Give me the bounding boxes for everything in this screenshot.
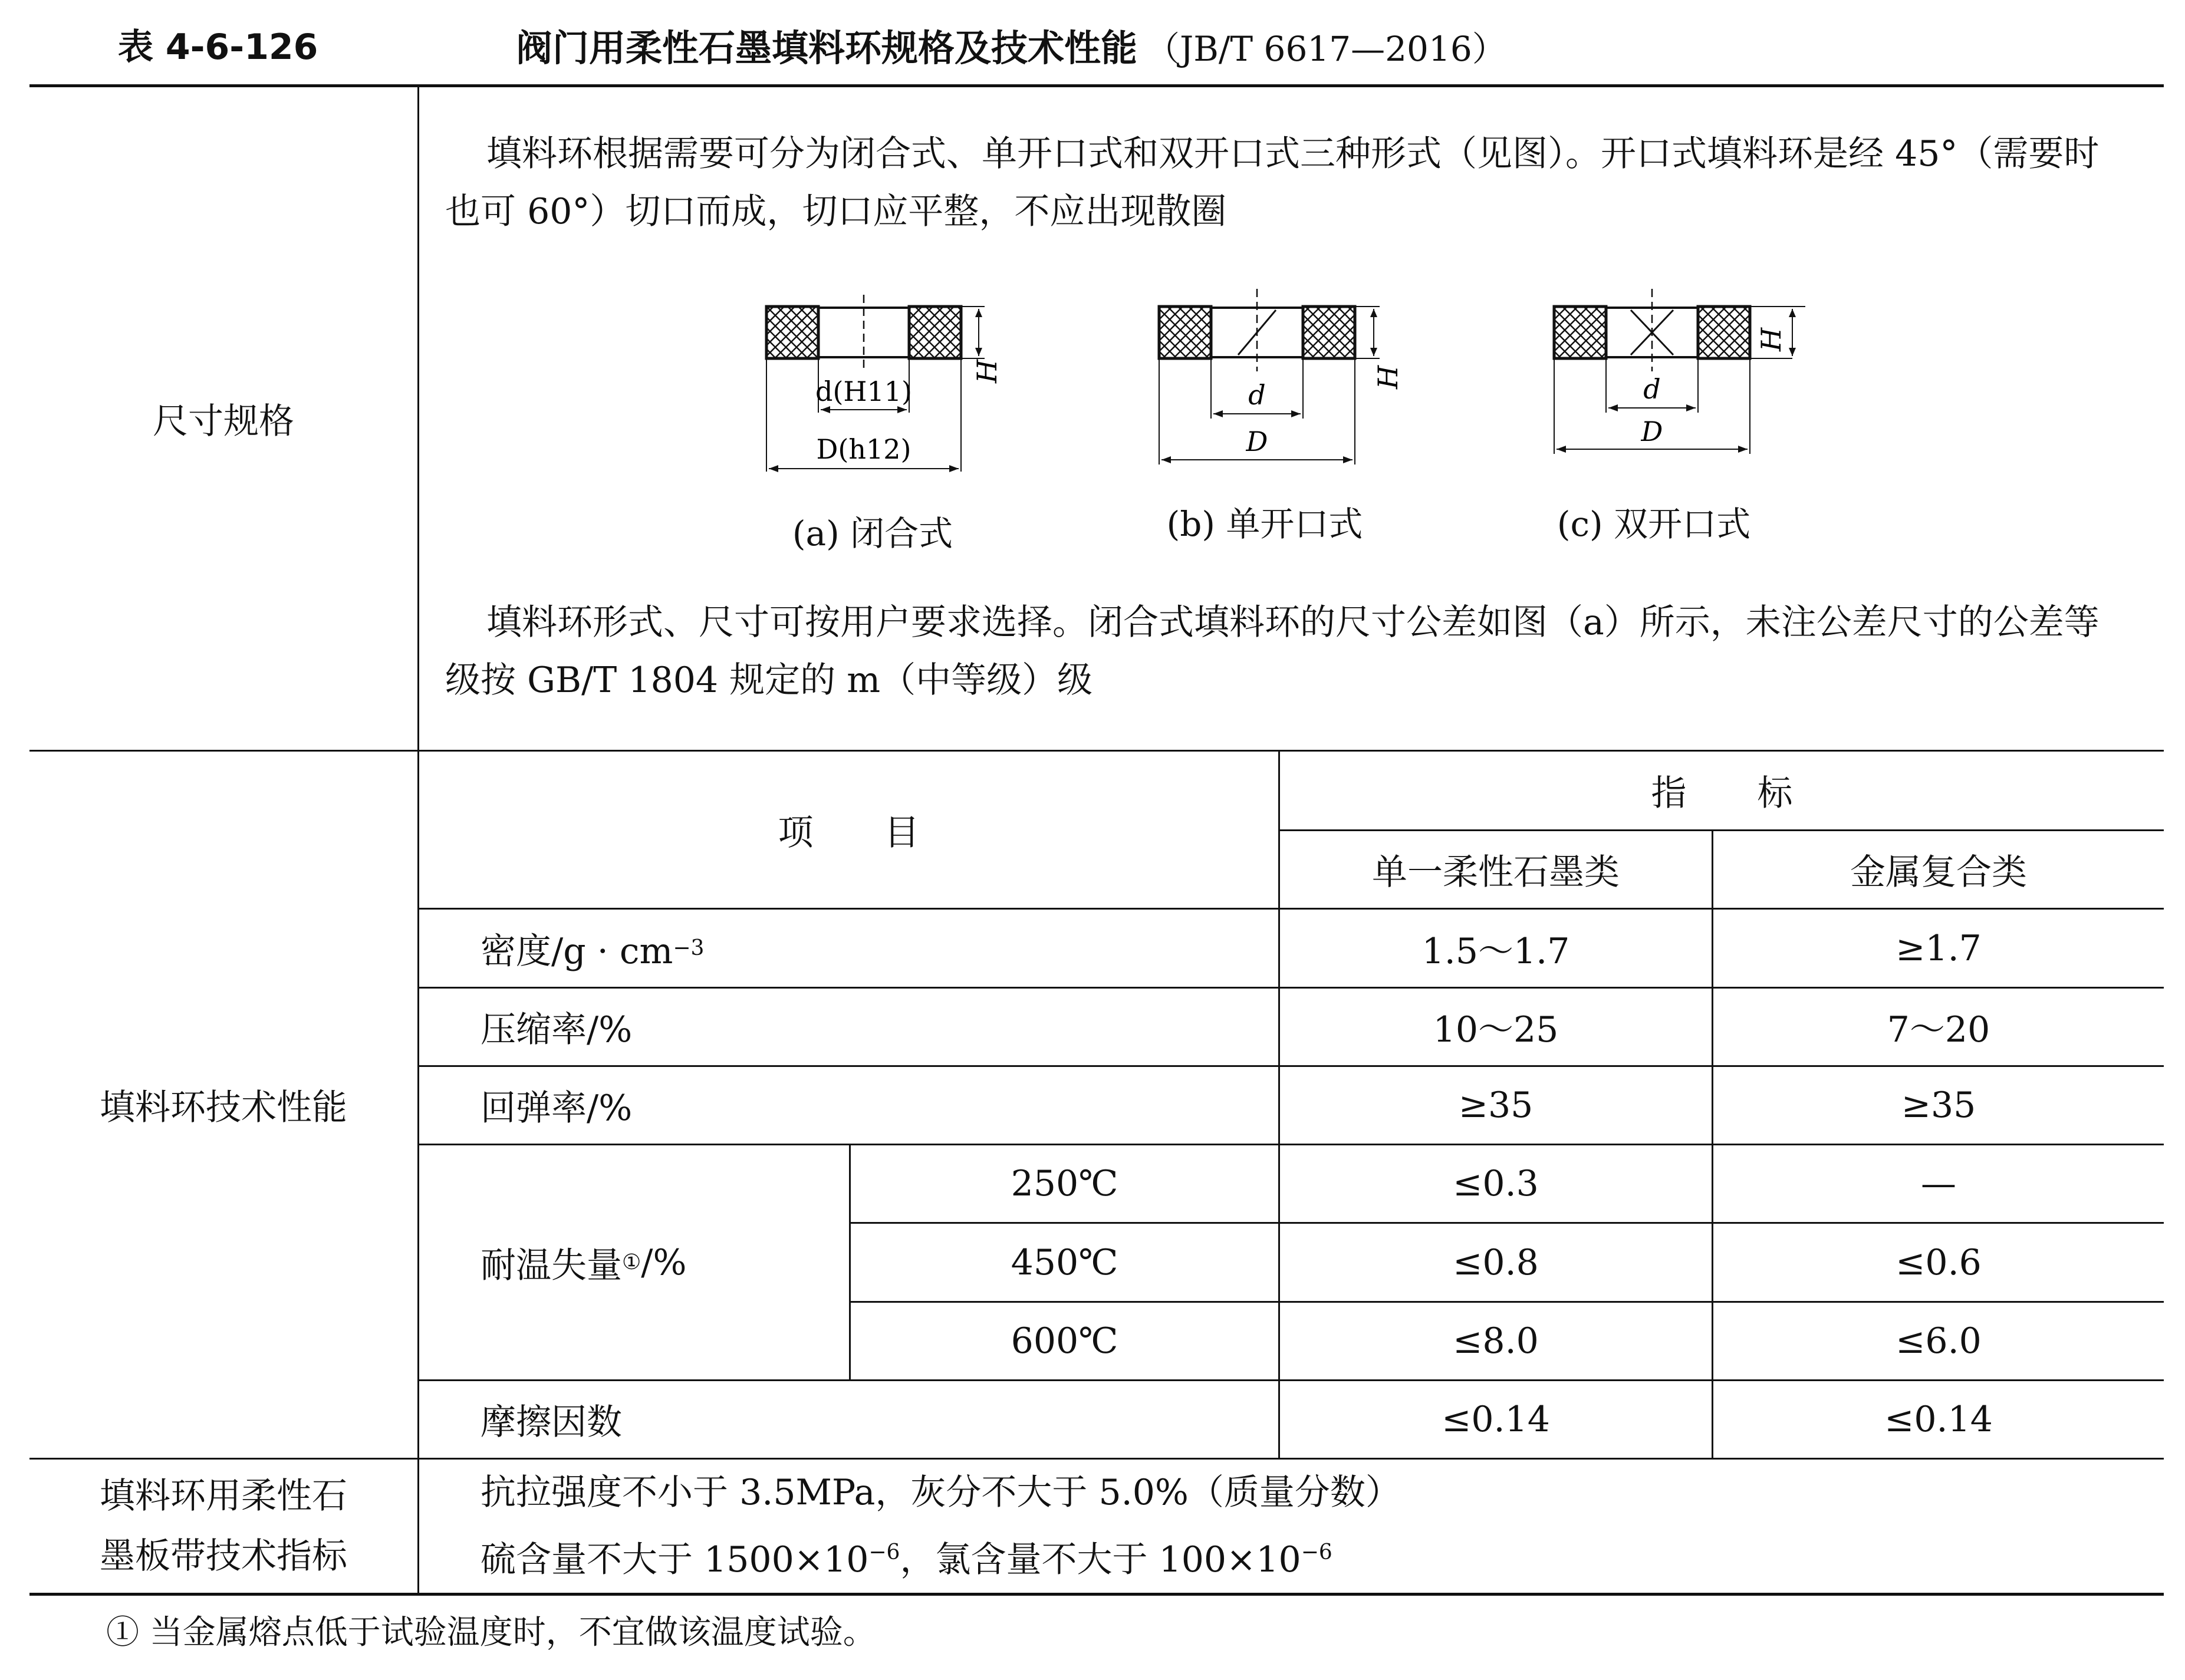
table-standard: （JB/T 6617—2016） — [1146, 29, 1506, 69]
row-density-sup: −3 — [673, 936, 705, 960]
tape-line2 — [481, 1523, 1332, 1590]
temp-450-v1: ≤0.8 — [1453, 1241, 1539, 1283]
caption-double-split-ring: (c) 双开口式 — [1557, 504, 1751, 544]
temp-250-v2: — — [1921, 1163, 1956, 1204]
figure-double-split-ring — [1533, 277, 1810, 472]
table-title-text: 阀门用柔性石墨填料环规格及技术性能 — [516, 27, 1138, 70]
row-compression-item: 压缩率/% — [481, 1009, 633, 1050]
single-split-h-label: H — [1372, 365, 1404, 389]
row-resilience-v2: ≥35 — [1901, 1085, 1976, 1126]
double-split-h-label: H — [1755, 327, 1787, 351]
row-density-label: 密度/g · cm — [481, 930, 673, 972]
header-col-metal: 金属复合类 — [1850, 852, 2027, 893]
tape-label-line1: 填料环用柔性石 — [100, 1475, 347, 1517]
single-split-right-section — [1303, 307, 1355, 358]
single-split-D-label: D — [1246, 426, 1268, 457]
temp-450-v2: ≤0.6 — [1896, 1241, 1982, 1283]
row-friction-item: 摩擦因数 — [481, 1402, 622, 1443]
table-title-bar — [0, 12, 2185, 77]
temp-loss-item — [481, 1145, 846, 1379]
row-resilience-v1: ≥35 — [1458, 1085, 1534, 1126]
tape-label-line2: 墨板带技术指标 — [100, 1536, 347, 1577]
temp-loss-mark: ① — [622, 1250, 641, 1274]
double-split-right-section — [1698, 307, 1750, 358]
figure-single-split-ring — [1138, 277, 1415, 472]
closed-ring-d-label: d(H11) — [815, 375, 912, 407]
row-density-v1: 1.5～1.7 — [1421, 930, 1570, 972]
temp-loss-label: 耐温失量 — [481, 1244, 622, 1286]
size-tolerance-paragraph: 填料环形式、尺寸可按用户要求选择。闭合式填料环的尺寸公差如图（a）所示，未注公差尺寸的公差等级按 GB/T 1804 规定的 m（中等级）级 — [445, 602, 2100, 701]
tape-section-content — [481, 1460, 2131, 1593]
temp-600-v2: ≤6.0 — [1896, 1320, 1982, 1362]
size-section-label: 尺寸规格 — [153, 401, 294, 442]
single-split-left-section — [1159, 307, 1211, 358]
double-split-ring-diagram — [1533, 277, 1810, 472]
temp-450: 450℃ — [1011, 1241, 1118, 1283]
table-number: 表 4-6-126 — [118, 27, 318, 68]
row-friction-v1: ≤0.14 — [1442, 1399, 1550, 1440]
single-split-ring-diagram — [1138, 277, 1415, 472]
row-resilience-item: 回弹率/% — [481, 1088, 633, 1129]
double-split-left-section — [1554, 307, 1606, 358]
header-col-graphite: 单一柔性石墨类 — [1372, 852, 1620, 893]
figure-closed-ring — [749, 289, 1026, 483]
tape-line2-sup1: −6 — [868, 1540, 900, 1564]
temp-loss-unit: /% — [641, 1241, 687, 1283]
closed-ring-diagram — [749, 289, 1026, 483]
size-intro-paragraph: 填料环根据需要可分为闭合式、单开口式和双开口式三种形式（见图）。开口式填料环是经 45°（需要时也可 60°）切口而成，切口应平整，不应出现散圈 — [445, 133, 2100, 232]
closed-ring-left-section — [766, 307, 818, 358]
row-compression-v1: 10～25 — [1433, 1009, 1559, 1050]
caption-single-split-ring: (b) 单开口式 — [1166, 504, 1363, 544]
header-index: 指 标 — [1651, 773, 1793, 814]
table-title — [516, 19, 1506, 71]
row-compression-v2: 7～20 — [1887, 1009, 1990, 1050]
temp-600: 600℃ — [1011, 1320, 1118, 1362]
closed-ring-D-label: D(h12) — [816, 433, 911, 465]
closed-ring-right-section — [909, 307, 961, 358]
temp-600-v1: ≤8.0 — [1453, 1320, 1539, 1362]
tape-section-label — [29, 1460, 417, 1593]
rule-bottom — [29, 1593, 2164, 1596]
footnote: ① 当金属熔点低于试验温度时，不宜做该温度试验。 — [106, 1613, 876, 1652]
tape-line2-sulfur: 硫含量不大于 1500×10 — [481, 1539, 869, 1580]
closed-ring-h-label: H — [971, 359, 1003, 383]
caption-closed-ring: (a) 闭合式 — [792, 513, 953, 554]
double-split-d-label: d — [1643, 373, 1661, 405]
temp-250: 250℃ — [1011, 1163, 1118, 1204]
double-split-D-label: D — [1641, 416, 1663, 447]
perf-section-label: 填料环技术性能 — [100, 1087, 347, 1128]
header-item: 项 目 — [778, 812, 920, 854]
tape-line2-sup2: −6 — [1301, 1540, 1332, 1564]
single-split-d-label: d — [1248, 379, 1266, 411]
row-density-v2: ≥1.7 — [1896, 927, 1982, 969]
temp-250-v1: ≤0.3 — [1453, 1163, 1539, 1204]
row-density-item — [481, 910, 1276, 987]
tape-line1: 抗拉强度不小于 3.5MPa，灰分不大于 5.0%（质量分数） — [481, 1472, 1401, 1513]
row-friction-v2: ≤0.14 — [1884, 1399, 1993, 1440]
tape-line2-chlorine: ，氯含量不大于 100×10 — [900, 1539, 1301, 1580]
